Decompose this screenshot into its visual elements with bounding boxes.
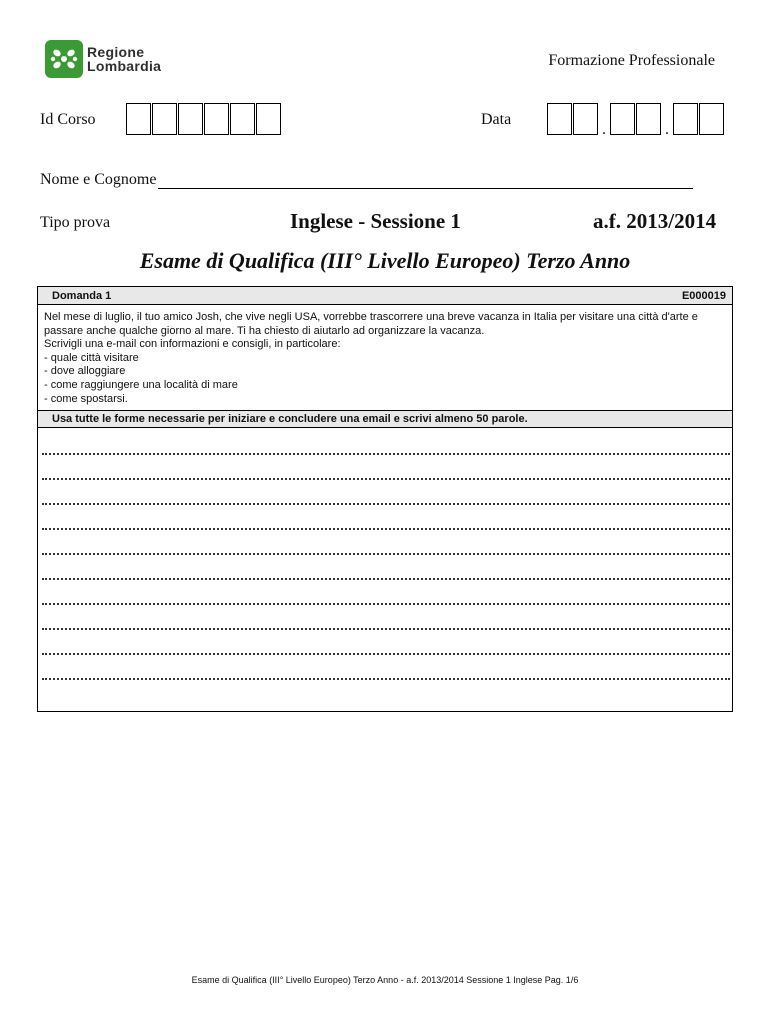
tipo-prova-label: Tipo prova <box>40 214 111 231</box>
answer-line[interactable] <box>42 584 730 609</box>
id-corso-boxes[interactable] <box>126 103 282 135</box>
question-bullet: - come raggiungere una località di mare <box>44 378 238 391</box>
anno-formativo: a.f. 2013/2014 <box>593 209 717 233</box>
logo-wordmark <box>87 45 161 73</box>
date-month-box[interactable] <box>636 103 661 135</box>
question-text <box>38 305 732 410</box>
id-corso-box[interactable] <box>204 103 229 135</box>
logo-line-1: Regione <box>87 44 145 60</box>
answer-area[interactable] <box>38 428 732 684</box>
regione-lombardia-rose-icon <box>45 40 83 78</box>
question-label: Domanda 1 <box>52 289 112 302</box>
date-boxes[interactable] <box>547 103 725 138</box>
date-separator: . <box>665 121 669 138</box>
date-day-box[interactable] <box>547 103 572 135</box>
nome-cognome-field[interactable] <box>158 170 693 189</box>
answer-line[interactable] <box>42 434 730 459</box>
regione-lombardia-logo <box>45 40 161 78</box>
question-bullet: - dove alloggiare <box>44 365 126 378</box>
question-paragraph: Nel mese di luglio, il tuo amico Josh, che vive negli USA, vorrebbe trascorrere una breve vacanza in Italia per visitare una città d'arte e passare anche qualche giorno al mare. Ti ha chiesto di aiutarlo ad organizzare la vacanza. <box>44 311 698 337</box>
answer-line[interactable] <box>42 484 730 509</box>
question-bullet: - quale città visitare <box>44 351 139 364</box>
data-label: Data <box>481 111 512 128</box>
nome-cognome-label: Nome e Cognome <box>40 171 157 188</box>
question-paragraph: Scrivigli una e-mail con informazioni e consigli, in particolare: <box>44 338 341 351</box>
id-corso-box[interactable] <box>230 103 255 135</box>
id-corso-label: Id Corso <box>40 111 96 128</box>
logo-line-2: Lombardia <box>87 58 162 74</box>
question-code: E000019 <box>681 289 726 302</box>
id-corso-box[interactable] <box>256 103 281 135</box>
answer-line[interactable] <box>42 559 730 584</box>
date-day-box[interactable] <box>573 103 598 135</box>
date-year-box[interactable] <box>673 103 698 135</box>
answer-line[interactable] <box>42 634 730 659</box>
tipo-prova-value: Inglese - Sessione 1 <box>290 209 461 233</box>
date-month-box[interactable] <box>610 103 635 135</box>
id-corso-box[interactable] <box>178 103 203 135</box>
nome-cognome-row <box>40 170 693 189</box>
question-header <box>38 287 732 305</box>
date-year-box[interactable] <box>699 103 724 135</box>
exam-title: Esame di Qualifica (III° Livello Europeo) Terzo Anno <box>139 248 631 273</box>
question-box <box>37 286 733 712</box>
question-instruction: Usa tutte le forme necessarie per iniziare e concludere una email e scrivi almeno 50 parole. <box>38 410 732 428</box>
formazione-professionale-title: Formazione Professionale <box>548 52 715 69</box>
answer-line[interactable] <box>42 459 730 484</box>
question-bullet: - come spostarsi. <box>44 392 128 405</box>
answer-line[interactable] <box>42 609 730 634</box>
date-separator: . <box>602 121 606 138</box>
answer-line[interactable] <box>42 509 730 534</box>
id-corso-box[interactable] <box>126 103 151 135</box>
answer-line[interactable] <box>42 534 730 559</box>
answer-line[interactable] <box>42 659 730 684</box>
id-corso-box[interactable] <box>152 103 177 135</box>
page-footer: Esame di Qualifica (III° Livello Europeo) Terzo Anno - a.f. 2013/2014 Sessione 1 Inglese Pag. 1/6 <box>191 975 579 985</box>
